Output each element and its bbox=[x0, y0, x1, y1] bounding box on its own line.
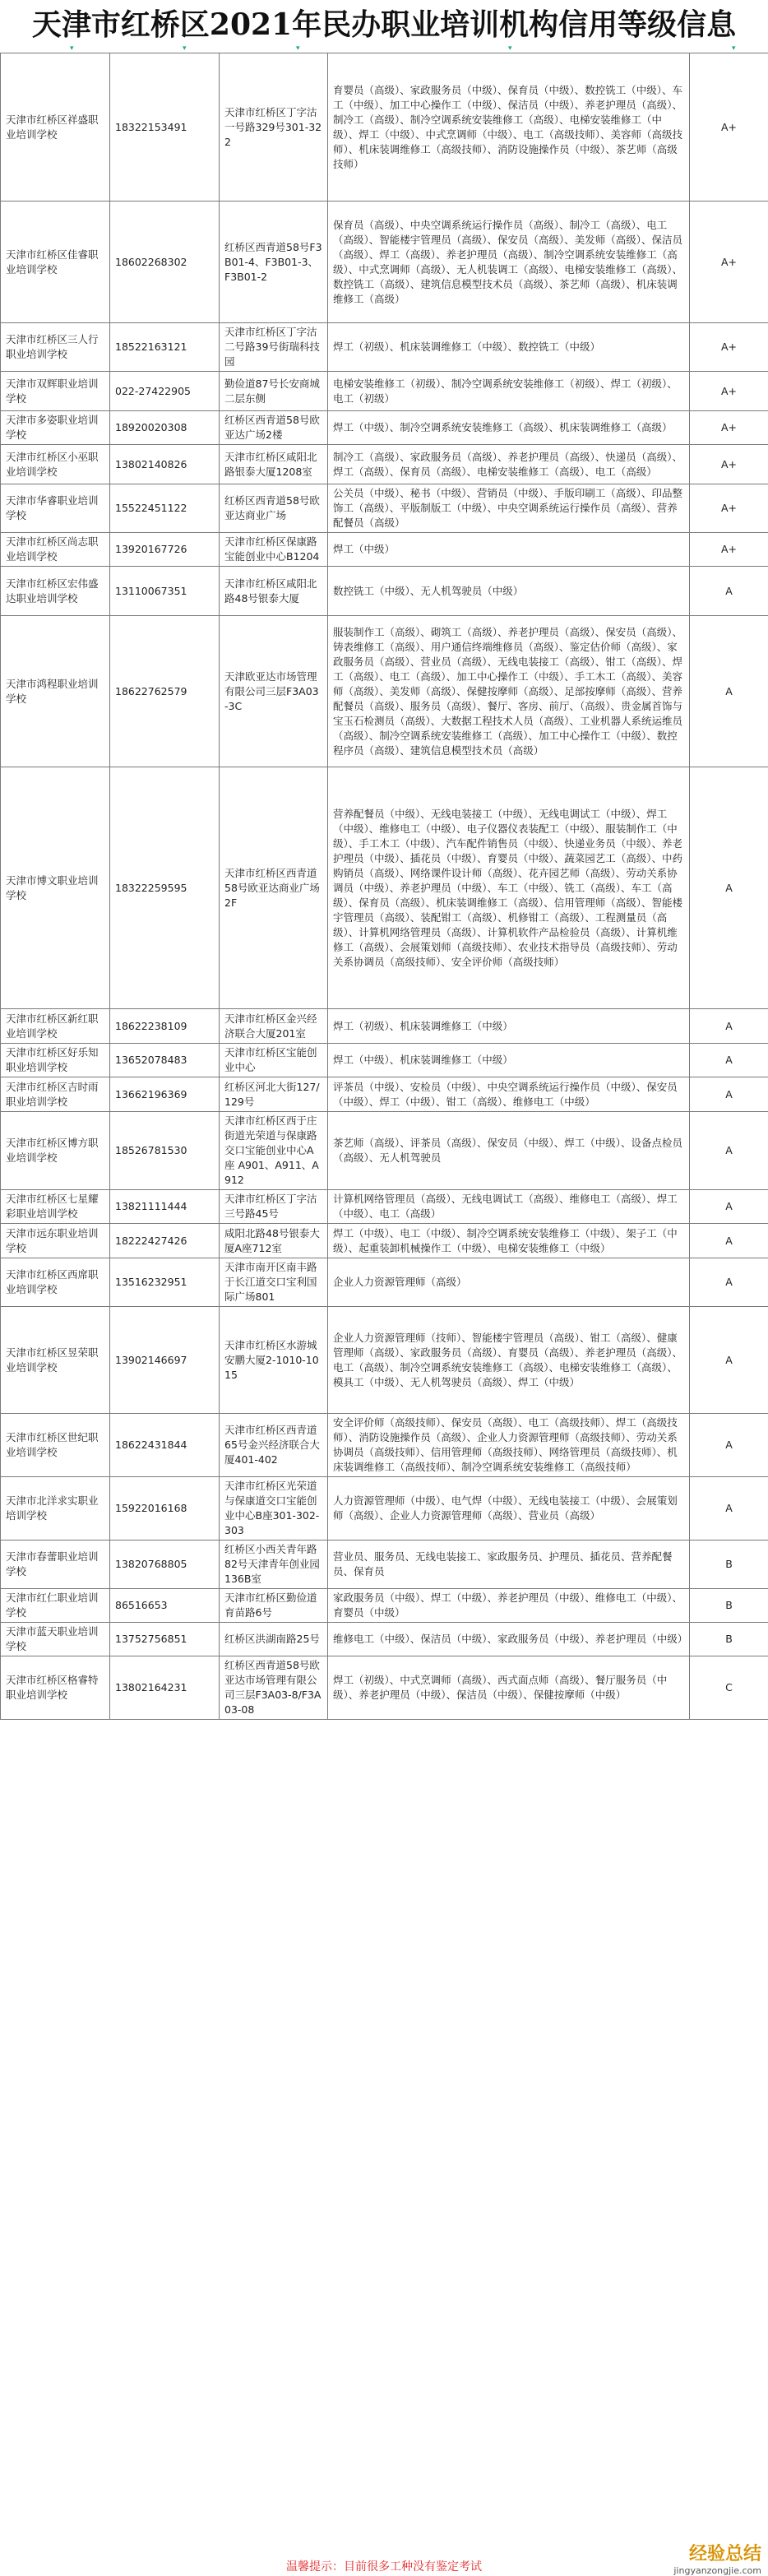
phone-cell: 18602268302 bbox=[110, 202, 220, 323]
address-cell: 天津市红桥区西青道65号金兴经济联合大厦401-402 bbox=[220, 1414, 328, 1477]
table-row bbox=[1, 323, 768, 372]
phone-cell: 18222427426 bbox=[110, 1224, 220, 1258]
address-cell: 红桥区河北大街127/129号 bbox=[220, 1077, 328, 1112]
table-row bbox=[1, 484, 768, 533]
phone-cell: 18622762579 bbox=[110, 616, 220, 767]
courses-cell: 茶艺师（高级）、评茶员（高级）、保安员（中级）、焊工（中级）、设备点检员（高级）、无人机驾驶员 bbox=[328, 1112, 690, 1190]
school-name-cell: 天津市红桥区世纪职业培训学校 bbox=[1, 1414, 110, 1477]
address-cell: 天津市红桥区光荣道与保康道交口宝能创业中心B座301-302-303 bbox=[220, 1477, 328, 1541]
phone-cell: 022-27422905 bbox=[110, 372, 220, 411]
phone-cell: 15522451122 bbox=[110, 484, 220, 533]
table-row bbox=[1, 202, 768, 323]
address-cell: 天津市红桥区丁字沽三号路45号 bbox=[220, 1190, 328, 1224]
school-name-cell: 天津市双辉职业培训学校 bbox=[1, 372, 110, 411]
school-name-cell: 天津市春蕾职业培训学校 bbox=[1, 1541, 110, 1589]
watermark-logo: 经验总结 bbox=[688, 2543, 761, 2564]
courses-cell: 数控铣工（中级）、无人机驾驶员（中级） bbox=[328, 567, 690, 616]
courses-cell: 人力资源管理师（中级）、电气焊（中级）、无线电装接工（中级）、会展策划师（高级）、企业人力资源管理师（高级）、营业员（高级） bbox=[328, 1477, 690, 1541]
courses-cell: 焊工（初级）、机床装调维修工（中级）、数控铣工（中级） bbox=[328, 323, 690, 372]
address-cell: 天津市红桥区水游城安鹏大厦2-1010-1015 bbox=[220, 1307, 328, 1414]
phone-cell: 13820768805 bbox=[110, 1541, 220, 1589]
school-name-cell: 天津市红桥区小巫职业培训学校 bbox=[1, 445, 110, 484]
credit-grade-cell: A bbox=[690, 567, 768, 616]
courses-cell: 服装制作工（高级）、砌筑工（高级）、养老护理员（高级）、保安员（高级）、铸表维修工（高级）、用户通信终端维修员（高级）、鉴定估价师（高级）、家政服务员（高级）、营业员（高级）、无线电装接工（高级）、钳工（高级）、焊工（高级）、电工（高级）、加工中心操作工（中级）、手工木工（高级）、美容师（高级）、美发师（高级）、保健按摩师（高级）、足部按摩师（高级）、营养配餐员（高级）、服务员（高级）、餐厅、客房、前厅、（高级）、贵金属首饰与宝玉石检测员（高级）、大数据工程技术人员（高级）、工业机器人系统运维员（高级）、制冷空调系统安装维修工（高级）、加工中心操作工（中级）、数控程序员（高级）、建筑信息模型技术员（高级） bbox=[328, 616, 690, 767]
phone-cell: 13752756851 bbox=[110, 1623, 220, 1656]
table-row bbox=[1, 567, 768, 616]
address-cell: 天津市红桥区保康路宝能创业中心B1204 bbox=[220, 533, 328, 567]
school-name-cell: 天津市红桥区新红职业培训学校 bbox=[1, 1009, 110, 1044]
phone-cell: 13662196369 bbox=[110, 1077, 220, 1112]
credit-grade-cell: A+ bbox=[690, 53, 768, 202]
courses-cell: 焊工（中级） bbox=[328, 533, 690, 567]
phone-cell: 13516232951 bbox=[110, 1258, 220, 1307]
school-name-cell: 天津市红桥区格睿特职业培训学校 bbox=[1, 1656, 110, 1720]
phone-cell: 13802164231 bbox=[110, 1656, 220, 1720]
credit-grade-cell: C bbox=[690, 1656, 768, 1720]
page-title: 天津市红桥区2021年民办职业培训机构信用等级信息 bbox=[31, 7, 737, 42]
credit-grade-cell: A+ bbox=[690, 372, 768, 411]
address-cell: 天津市红桥区勤俭道育苗路6号 bbox=[220, 1589, 328, 1623]
phone-cell: 13821111444 bbox=[110, 1190, 220, 1224]
phone-cell: 15922016168 bbox=[110, 1477, 220, 1541]
phone-cell: 18322153491 bbox=[110, 53, 220, 202]
school-name-cell: 天津市北洋求实职业培训学校 bbox=[1, 1477, 110, 1541]
courses-cell: 育婴员（高级）、家政服务员（中级）、保育员（中级）、数控铣工（中级）、车工（中级）、加工中心操作工（中级）、保洁员（中级）、养老护理员（高级）、制冷工（高级）、制冷空调系统安装维修工（高级）、电梯安装维修工（中级）、焊工（中级）、中式烹调师（中级）、电工（高级技师）、美容师（高级技师）、机床装调维修工（高级技师）、消防设施操作员（中级）、茶艺师（高级技师） bbox=[328, 53, 690, 202]
table-row bbox=[1, 616, 768, 767]
credit-grade-cell: B bbox=[690, 1541, 768, 1589]
filter-dropdown-icon[interactable]: ▾ bbox=[732, 44, 736, 53]
courses-cell: 营业员、服务员、无线电装接工、家政服务员、护理员、插花员、营养配餐员、保育员 bbox=[328, 1541, 690, 1589]
column-filter-row bbox=[0, 44, 768, 53]
phone-cell: 13902146697 bbox=[110, 1307, 220, 1414]
school-name-cell: 天津市红桥区祥盛职业培训学校 bbox=[1, 53, 110, 202]
address-cell: 红桥区西青道58号F3B01-4、F3B01-3、F3B01-2 bbox=[220, 202, 328, 323]
address-cell: 天津市红桥区西青道58号欧亚达商业广场2F bbox=[220, 767, 328, 1009]
phone-cell: 18622431844 bbox=[110, 1414, 220, 1477]
credit-grade-cell: A bbox=[690, 1112, 768, 1190]
school-name-cell: 天津市华睿职业培训学校 bbox=[1, 484, 110, 533]
address-cell: 红桥区西青道58号欧亚达商业广场 bbox=[220, 484, 328, 533]
phone-cell: 13920167726 bbox=[110, 533, 220, 567]
school-name-cell: 天津市红桥区西席职业培训学校 bbox=[1, 1258, 110, 1307]
school-name-cell: 天津市博文职业培训学校 bbox=[1, 767, 110, 1009]
courses-cell: 焊工（中级）、电工（中级）、制冷空调系统安装维修工（中级）、架子工（中级）、起重装卸机械操作工（中级）、电梯安装维修工（中级） bbox=[328, 1224, 690, 1258]
address-cell: 天津市红桥区咸阳北路银泰大厦1208室 bbox=[220, 445, 328, 484]
school-name-cell: 天津市多姿职业培训学校 bbox=[1, 411, 110, 445]
watermark-url: jingyanzongjie.com bbox=[673, 2565, 761, 2576]
address-cell: 天津市红桥区咸阳北路48号银泰大厦 bbox=[220, 567, 328, 616]
courses-cell: 维修电工（中级）、保洁员（中级）、家政服务员（中级）、养老护理员（中级） bbox=[328, 1623, 690, 1656]
school-name-cell: 天津市红桥区三人行职业培训学校 bbox=[1, 323, 110, 372]
courses-cell: 制冷工（高级）、家政服务员（高级）、养老护理员（高级）、快递员（高级）、焊工（高级）、保育员（高级）、电梯安装维修工（高级）、电工（高级） bbox=[328, 445, 690, 484]
courses-cell: 家政服务员（中级）、焊工（中级）、养老护理员（中级）、维修电工（中级）、育婴员（中级） bbox=[328, 1589, 690, 1623]
credit-rating-table bbox=[0, 53, 768, 1720]
table-row bbox=[1, 1477, 768, 1541]
address-cell: 天津市红桥区金兴经济联合大厦201室 bbox=[220, 1009, 328, 1044]
table-row bbox=[1, 1258, 768, 1307]
address-cell: 天津市红桥区丁字沽一号路329号301-322 bbox=[220, 53, 328, 202]
courses-cell: 焊工（初级）、机床装调维修工（中级） bbox=[328, 1009, 690, 1044]
credit-grade-cell: B bbox=[690, 1623, 768, 1656]
credit-grade-cell: A bbox=[690, 1258, 768, 1307]
credit-grade-cell: A bbox=[690, 1190, 768, 1224]
address-cell: 红桥区西青道58号欧亚达广场2楼 bbox=[220, 411, 328, 445]
credit-grade-cell: A bbox=[690, 1224, 768, 1258]
filter-dropdown-icon[interactable]: ▾ bbox=[70, 44, 74, 53]
table-row bbox=[1, 1009, 768, 1044]
courses-cell: 企业人力资源管理师（技师）、智能楼宇管理员（高级）、钳工（高级）、健康管理师（高级）、家政服务员（高级）、育婴员（高级）、养老护理员（高级）、电工（高级）、制冷空调系统安装维修工（高级）、电梯安装维修工（高级）、模具工（中级）、无人机驾驶员（高级）、焊工（中级） bbox=[328, 1307, 690, 1414]
table-row bbox=[1, 767, 768, 1009]
courses-cell: 保育员（高级）、中央空调系统运行操作员（高级）、制冷工（高级）、电工（高级）、智能楼宇管理员（高级）、保安员（高级）、美发师（高级）、保洁员（高级）、焊工（高级）、养老护理员（高级）、制冷空调系统安装维修工（高级）、中式烹调师（高级）、无人机装调工（高级）、电梯安装维修工（高级）、数控铣工（高级）、建筑信息模型技术员（高级）、茶艺师（高级）、机床装调维修工（高级） bbox=[328, 202, 690, 323]
courses-cell: 计算机网络管理员（高级）、无线电调试工（高级）、维修电工（高级）、焊工（中级）、电工（高级） bbox=[328, 1190, 690, 1224]
table-row bbox=[1, 372, 768, 411]
credit-grade-cell: A+ bbox=[690, 411, 768, 445]
school-name-cell: 天津市红仁职业培训学校 bbox=[1, 1589, 110, 1623]
credit-grade-cell: A bbox=[690, 767, 768, 1009]
school-name-cell: 天津市远东职业培训学校 bbox=[1, 1224, 110, 1258]
table-row bbox=[1, 445, 768, 484]
courses-cell: 公关员（中级）、秘书（中级）、营销员（中级）、手版印刷工（高级）、印品整饰工（高级）、平版制版工（中级）、中央空调系统运行操作员（高级）、营养配餐员（高级） bbox=[328, 484, 690, 533]
school-name-cell: 天津市红桥区佳睿职业培训学校 bbox=[1, 202, 110, 323]
table-row bbox=[1, 53, 768, 202]
table-row bbox=[1, 411, 768, 445]
address-cell: 天津市红桥区丁字沽二号路39号街瑞科技园 bbox=[220, 323, 328, 372]
address-cell: 红桥区西青道58号欧亚达市场管理有限公司三层F3A03-8/F3A03-08 bbox=[220, 1656, 328, 1720]
filter-dropdown-icon[interactable]: ▾ bbox=[508, 44, 512, 53]
credit-grade-cell: A+ bbox=[690, 484, 768, 533]
table-row bbox=[1, 1541, 768, 1589]
phone-cell: 86516653 bbox=[110, 1589, 220, 1623]
phone-cell: 18522163121 bbox=[110, 323, 220, 372]
credit-grade-cell: A bbox=[690, 1044, 768, 1077]
credit-grade-cell: A bbox=[690, 1477, 768, 1541]
phone-cell: 13802140826 bbox=[110, 445, 220, 484]
credit-grade-cell: A bbox=[690, 616, 768, 767]
address-cell: 红桥区洪湖南路25号 bbox=[220, 1623, 328, 1656]
footer-note: 温馨提示：目前很多工种没有鉴定考试 bbox=[286, 2560, 482, 2574]
phone-cell: 13652078483 bbox=[110, 1044, 220, 1077]
credit-grade-cell: A bbox=[690, 1009, 768, 1044]
credit-grade-cell: A bbox=[690, 1414, 768, 1477]
school-name-cell: 天津市红桥区吉时雨职业培训学校 bbox=[1, 1077, 110, 1112]
table-row bbox=[1, 1077, 768, 1112]
address-cell: 天津欧亚达市场管理有限公司三层F3A03-3C bbox=[220, 616, 328, 767]
site-watermark bbox=[673, 2540, 761, 2576]
school-name-cell: 天津市红桥区昱荣职业培训学校 bbox=[1, 1307, 110, 1414]
courses-cell: 企业人力资源管理师（高级） bbox=[328, 1258, 690, 1307]
school-name-cell: 天津市红桥区博方职业培训学校 bbox=[1, 1112, 110, 1190]
courses-cell: 评茶员（中级）、安检员（中级）、中央空调系统运行操作员（中级）、保安员（中级）、焊工（中级）、钳工（高级）、维修电工（中级） bbox=[328, 1077, 690, 1112]
credit-grade-cell: A+ bbox=[690, 323, 768, 372]
school-name-cell: 天津市红桥区七星耀彩职业培训学校 bbox=[1, 1190, 110, 1224]
courses-cell: 焊工（初级）、中式烹调师（高级）、西式面点师（高级）、餐厅服务员（中级）、养老护理员（中级）、保洁员（中级）、保健按摩师（中级） bbox=[328, 1656, 690, 1720]
school-name-cell: 天津市鸿程职业培训学校 bbox=[1, 616, 110, 767]
credit-grade-cell: A+ bbox=[690, 202, 768, 323]
table-row bbox=[1, 1190, 768, 1224]
phone-cell: 18920020308 bbox=[110, 411, 220, 445]
table-row bbox=[1, 1656, 768, 1720]
table-row bbox=[1, 1623, 768, 1656]
table-row bbox=[1, 1307, 768, 1414]
school-name-cell: 天津市红桥区宏伟盛达职业培训学校 bbox=[1, 567, 110, 616]
address-cell: 勤俭道87号长安商城二层东侧 bbox=[220, 372, 328, 411]
credit-grade-cell: A+ bbox=[690, 533, 768, 567]
credit-grade-cell: A bbox=[690, 1307, 768, 1414]
address-cell: 天津市南开区南丰路于长江道交口宝利国际广场801 bbox=[220, 1258, 328, 1307]
courses-cell: 焊工（中级）、制冷空调系统安装维修工（高级）、机床装调维修工（高级） bbox=[328, 411, 690, 445]
address-cell: 红桥区小西关青年路82号天津青年创业园136B室 bbox=[220, 1541, 328, 1589]
filter-dropdown-icon[interactable]: ▾ bbox=[183, 44, 187, 53]
phone-cell: 13110067351 bbox=[110, 567, 220, 616]
table-row bbox=[1, 1589, 768, 1623]
school-name-cell: 天津市红桥区好乐知职业培训学校 bbox=[1, 1044, 110, 1077]
table-row bbox=[1, 1112, 768, 1190]
credit-grade-cell: B bbox=[690, 1589, 768, 1623]
credit-grade-cell: A+ bbox=[690, 445, 768, 484]
courses-cell: 电梯安装维修工（初级）、制冷空调系统安装维修工（初级）、焊工（初级）、电工（初级） bbox=[328, 372, 690, 411]
school-name-cell: 天津市蓝天职业培训学校 bbox=[1, 1623, 110, 1656]
address-cell: 咸阳北路48号银泰大厦A座712室 bbox=[220, 1224, 328, 1258]
address-cell: 天津市红桥区西于庄街道光荣道与保康路交口宝能创业中心A座 A901、A911、A912 bbox=[220, 1112, 328, 1190]
phone-cell: 18322259595 bbox=[110, 767, 220, 1009]
school-name-cell: 天津市红桥区尚志职业培训学校 bbox=[1, 533, 110, 567]
phone-cell: 18526781530 bbox=[110, 1112, 220, 1190]
courses-cell: 营养配餐员（中级）、无线电装接工（中级）、无线电调试工（中级）、焊工（中级）、维修电工（中级）、电子仪器仪表装配工（中级）、服装制作工（中级）、手工木工（中级）、汽车配件销售员（中级）、快递业务员（中级）、养老护理员（中级）、插花员（中级）、育婴员（中级）、蔬菜园艺工（高级）、中药购销员（高级）、网络课件设计师（高级）、花卉园艺师（高级）、劳动关系协调员（中级）、养老护理员（中级）、车工（中级）、铣工（高级）、车工（高级）、保育员（高级）、机床装调维修工（高级）、信用管理师（高级）、智能楼宇管理员（高级）、装配钳工（高级）、机修钳工（高级）、工程测量员（高级）、计算机网络管理员（高级）、计算机软件产品检验员（高级）、计算机维修工（高级）、会展策划师（高级技师）、农业技术指导员（高级技师）、劳动关系协调员（高级技师）、安全评价师（高级技师） bbox=[328, 767, 690, 1009]
courses-cell: 安全评价师（高级技师）、保安员（高级）、电工（高级技师）、焊工（高级技师）、消防设施操作员（高级）、企业人力资源管理师（高级技师）、劳动关系协调员（高级技师）、信用管理师（高级技师）、网络管理员（高级技师）、机床装调维修工（高级技师）、制冷空调系统安装维修工（高级技师） bbox=[328, 1414, 690, 1477]
filter-dropdown-icon[interactable]: ▾ bbox=[296, 44, 300, 53]
table-row bbox=[1, 1044, 768, 1077]
table-row bbox=[1, 533, 768, 567]
address-cell: 天津市红桥区宝能创业中心 bbox=[220, 1044, 328, 1077]
phone-cell: 18622238109 bbox=[110, 1009, 220, 1044]
courses-cell: 焊工（中级）、机床装调维修工（中级） bbox=[328, 1044, 690, 1077]
table-row bbox=[1, 1414, 768, 1477]
table-row bbox=[1, 1224, 768, 1258]
credit-grade-cell: A bbox=[690, 1077, 768, 1112]
